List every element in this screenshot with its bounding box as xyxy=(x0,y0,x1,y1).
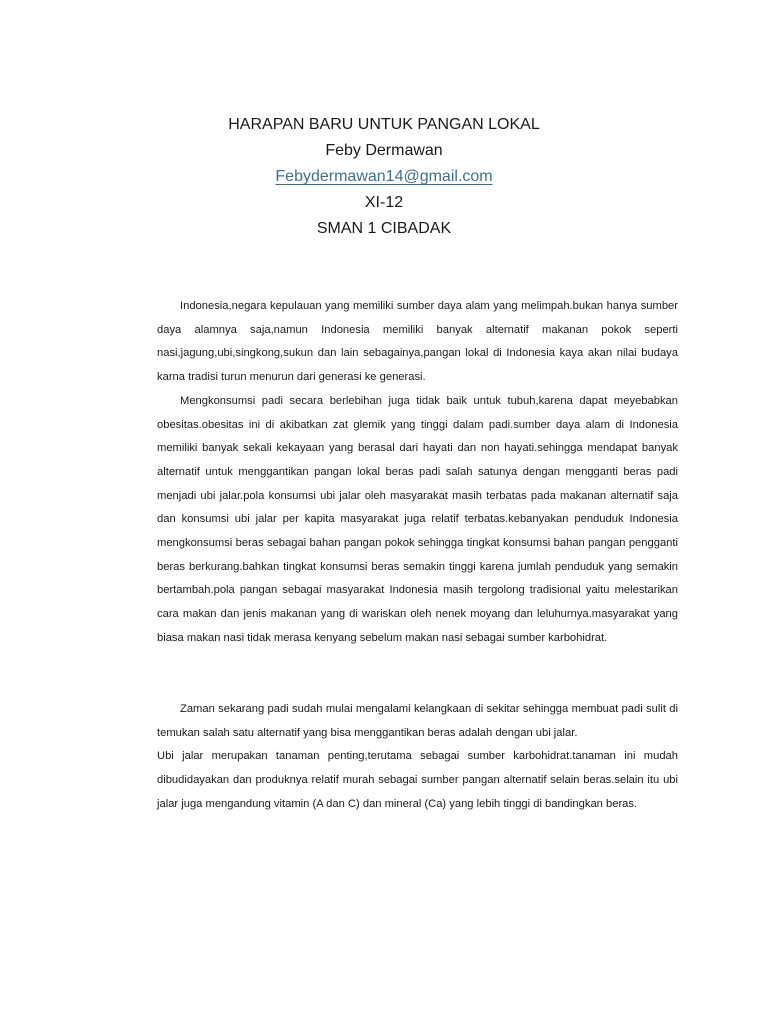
document-title: HARAPAN BARU UNTUK PANGAN LOKAL xyxy=(228,116,540,133)
paragraph-4: Ubi jalar merupakan tanaman penting,terutama sebagai sumber karbohidrat.tanaman ini mudah dibudidayakan dan produknya relatif murah sebagai sumber pangan alternatif selain beras.selain itu ubi jalar juga mengandung vitamin (A dan C) dan mineral (Ca) yang lebih tinggi di bandingkan beras. xyxy=(157,750,678,810)
author-email-link[interactable]: Febydermawan14@gmail.com xyxy=(275,168,493,185)
class-label: XI-12 xyxy=(364,194,404,211)
paragraph-3: Zaman sekarang padi sudah mulai mengalami kelangkaan di sekitar sehingga membuat padi sulit di temukan salah satu alternatif yang bisa menggantikan beras adalah dengan ubi jalar. xyxy=(157,703,678,739)
paragraph-2: Mengkonsumsi padi secara berlebihan juga tidak baik untuk tubuh,karena dapat meyebabkan obesitas.obesitas ini di akibatkan zat glemik yang tinggi dalam padi.sumber daya alam di Indonesia memiliki banyak sekali kekayaan yang berasal dari hayati dan non hayati.sehingga mendapat banyak alternatif untuk menggantikan pangan lokal beras padi salah satunya dengan mengganti beras padi menjadi ubi jalar.pola konsumsi ubi jalar oleh masyarakat masih terbatas pada makanan alternatif saja dan konsumsi ubi jalar per kapita masyarakat juga relatif terbatas.kebanyakan penduduk Indonesia mengkonsumsi beras sebagai bahan pangan pokok sehingga tingkat konsumsi bahan pangan pengganti beras berkurang.bahkan tingkat konsumsi beras semakin tinggi karena jumlah penduduk yang semakin bertambah.pola pangan sebagai masyarakat Indonesia masih tergolong tradisional yaitu melestarikan cara makan dan jenis makanan yang di wariskan oleh nenek moyang dan leluhurnya.masyarakat yang biasa makan nasi tidak merasa kenyang sebelum makan nasi sebagai sumber karbohidrat. xyxy=(157,394,678,644)
body-section-2 xyxy=(157,698,678,817)
author-name: Feby Dermawan xyxy=(325,142,443,159)
paragraph-1: Indonesia,negara kepulauan yang memiliki sumber daya alam yang melimpah.bukan hanya sumber daya alamnya saja,namun Indonesia memiliki banyak alternatif makanan pokok seperti nasi,jagung,ubi,singkong,sukun dan lain sebagainya,pangan lokal di Indonesia kaya akan nilai budaya karna tradisi turun menurun dari generasi ke generasi. xyxy=(157,300,678,384)
document-header xyxy=(0,112,768,242)
body-section-1 xyxy=(157,295,678,651)
school-name: SMAN 1 CIBADAK xyxy=(316,220,452,237)
